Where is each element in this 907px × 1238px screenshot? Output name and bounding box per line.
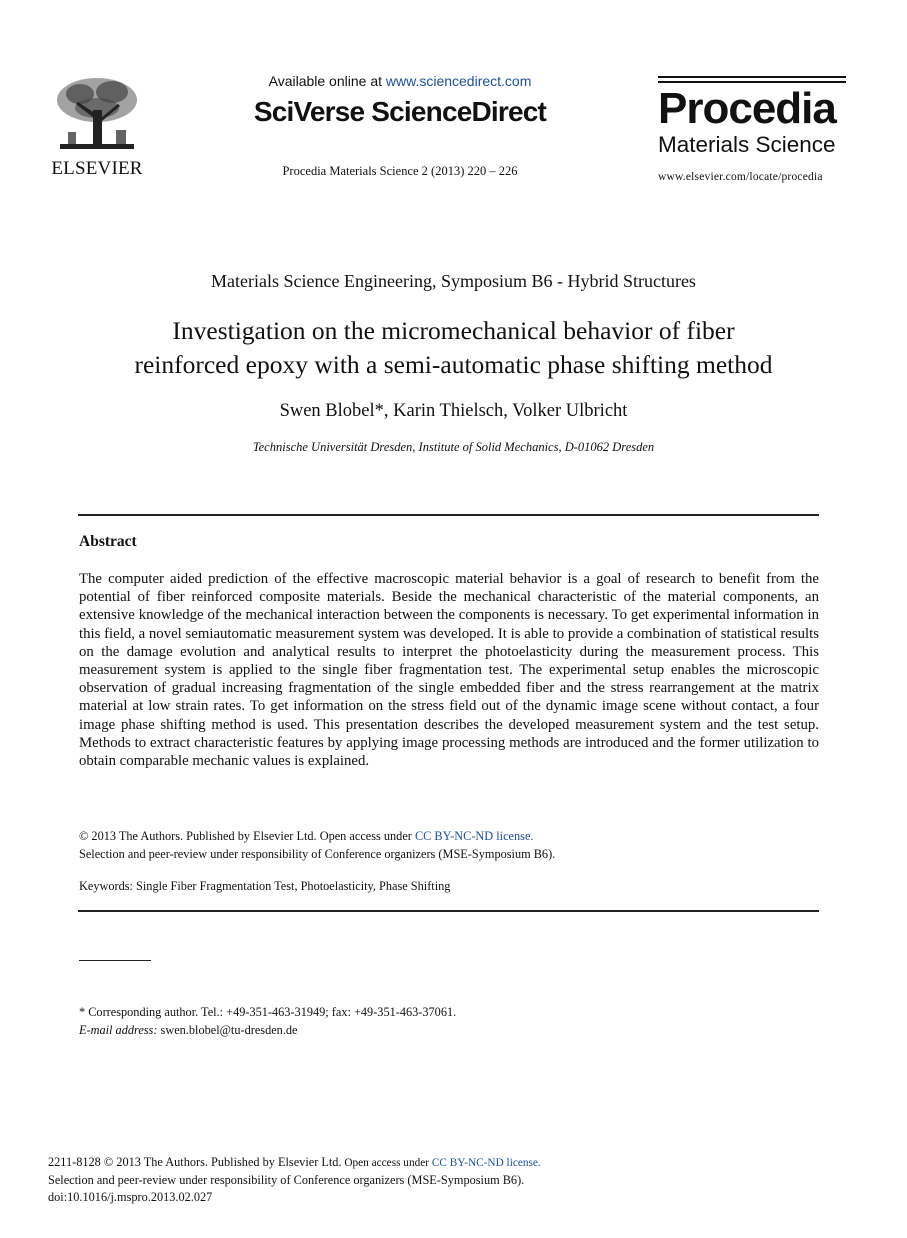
journal-reference: Procedia Materials Science 2 (2013) 220 – 226 <box>282 164 518 178</box>
bottom-matter <box>48 1154 541 1206</box>
footnote <box>79 1003 456 1039</box>
footnote-rule <box>79 960 151 961</box>
license-link[interactable]: CC BY-NC-ND license. <box>414 829 534 843</box>
issn-line <box>48 1154 541 1172</box>
abstract-body: The computer aided prediction of the effective macroscopic material behavior is a goal of research to benefit from the potential of fiber reinforced composite materials. Beside the mechanical characteristic of the material components, an extensive knowledge of the mechanical interaction between the components is necessary. To get experimental information in this field, a novel semiautomatic measurement system was developed. It is able to provide a combination of statistical results on the damage evolution and analytical results to interpret the photoelasticity during the measurement process. This measurement system is applied to the single fiber fragmentation test. The experimental setup enables the microscopic observation of gradual increasing fragmentation of the single embedded fiber and the stress rearrangement at the matrix material at low strain rates. To get information on the stress field out of the dynamic image scene without contact, a four image phase shifting method is used. This presentation describes the developed measurement system and the test setup. Methods to extract characteristic features by applying image processing methods are introduced and the former utilization to obtain comparable mechanic values is explained. <box>79 571 819 770</box>
affiliation: Technische Universität Dresden, Institute of Solid Mechanics, D-01062 Dresden <box>252 440 655 454</box>
paper-title <box>0 314 907 382</box>
doi[interactable]: doi:10.1016/j.mspro.2013.02.027 <box>48 1190 213 1204</box>
divider-top <box>78 514 819 516</box>
copyright-text: © 2013 The Authors. Published by Elsevier Ltd. Open access under <box>79 829 415 843</box>
sciencedirect-link[interactable]: www.sciencedirect.com <box>385 73 532 89</box>
elsevier-wordmark: ELSEVIER <box>51 158 143 179</box>
journal-brand: Procedia <box>658 84 836 133</box>
abstract-heading: Abstract <box>79 533 137 550</box>
email-line <box>79 1021 456 1039</box>
keywords: Keywords: Single Fiber Fragmentation Test, Photoelasticity, Phase Shifting <box>79 879 451 893</box>
peer-review-line: Selection and peer-review under responsibility of Conference organizers (MSE-Symposium B6). <box>79 847 556 861</box>
platform-name: SciVerse ScienceDirect <box>253 96 547 127</box>
brand-rule-top <box>658 76 846 78</box>
journal-brand-block <box>658 76 846 183</box>
title-line-2: reinforced epoxy with a semi-automatic phase shifting method <box>134 350 773 379</box>
bottom-license-link[interactable]: CC BY-NC-ND license. <box>431 1157 541 1169</box>
bottom-peer-review: Selection and peer-review under responsibility of Conference organizers (MSE-Symposium B6). <box>48 1173 525 1187</box>
open-access-text: Open access under <box>341 1157 432 1169</box>
corresponding-author: * Corresponding author. Tel.: +49-351-463-31949; fax: +49-351-463-37061. <box>79 1005 457 1019</box>
journal-url[interactable]: www.elsevier.com/locate/procedia <box>658 171 823 183</box>
title-line-1: Investigation on the micromechanical behavior of fiber <box>172 316 735 345</box>
email-address[interactable]: swen.blobel@tu-dresden.de <box>157 1023 298 1037</box>
available-online-line <box>250 73 550 89</box>
journal-brand-sub: Materials Science <box>658 132 836 157</box>
available-prefix: Available online at <box>268 73 386 89</box>
divider-bottom <box>78 910 819 912</box>
authors: Swen Blobel*, Karin Thielsch, Volker Ulbricht <box>279 401 628 421</box>
copyright-block <box>79 827 819 863</box>
issn-text: 2211-8128 © 2013 The Authors. Published by Elsevier Ltd. <box>48 1155 342 1169</box>
brand-rule-bottom <box>658 81 846 83</box>
symposium-line: Materials Science Engineering, Symposium B6 - Hybrid Structures <box>211 271 696 291</box>
email-label: E-mail address: <box>79 1023 158 1037</box>
copyright-line <box>79 827 819 845</box>
